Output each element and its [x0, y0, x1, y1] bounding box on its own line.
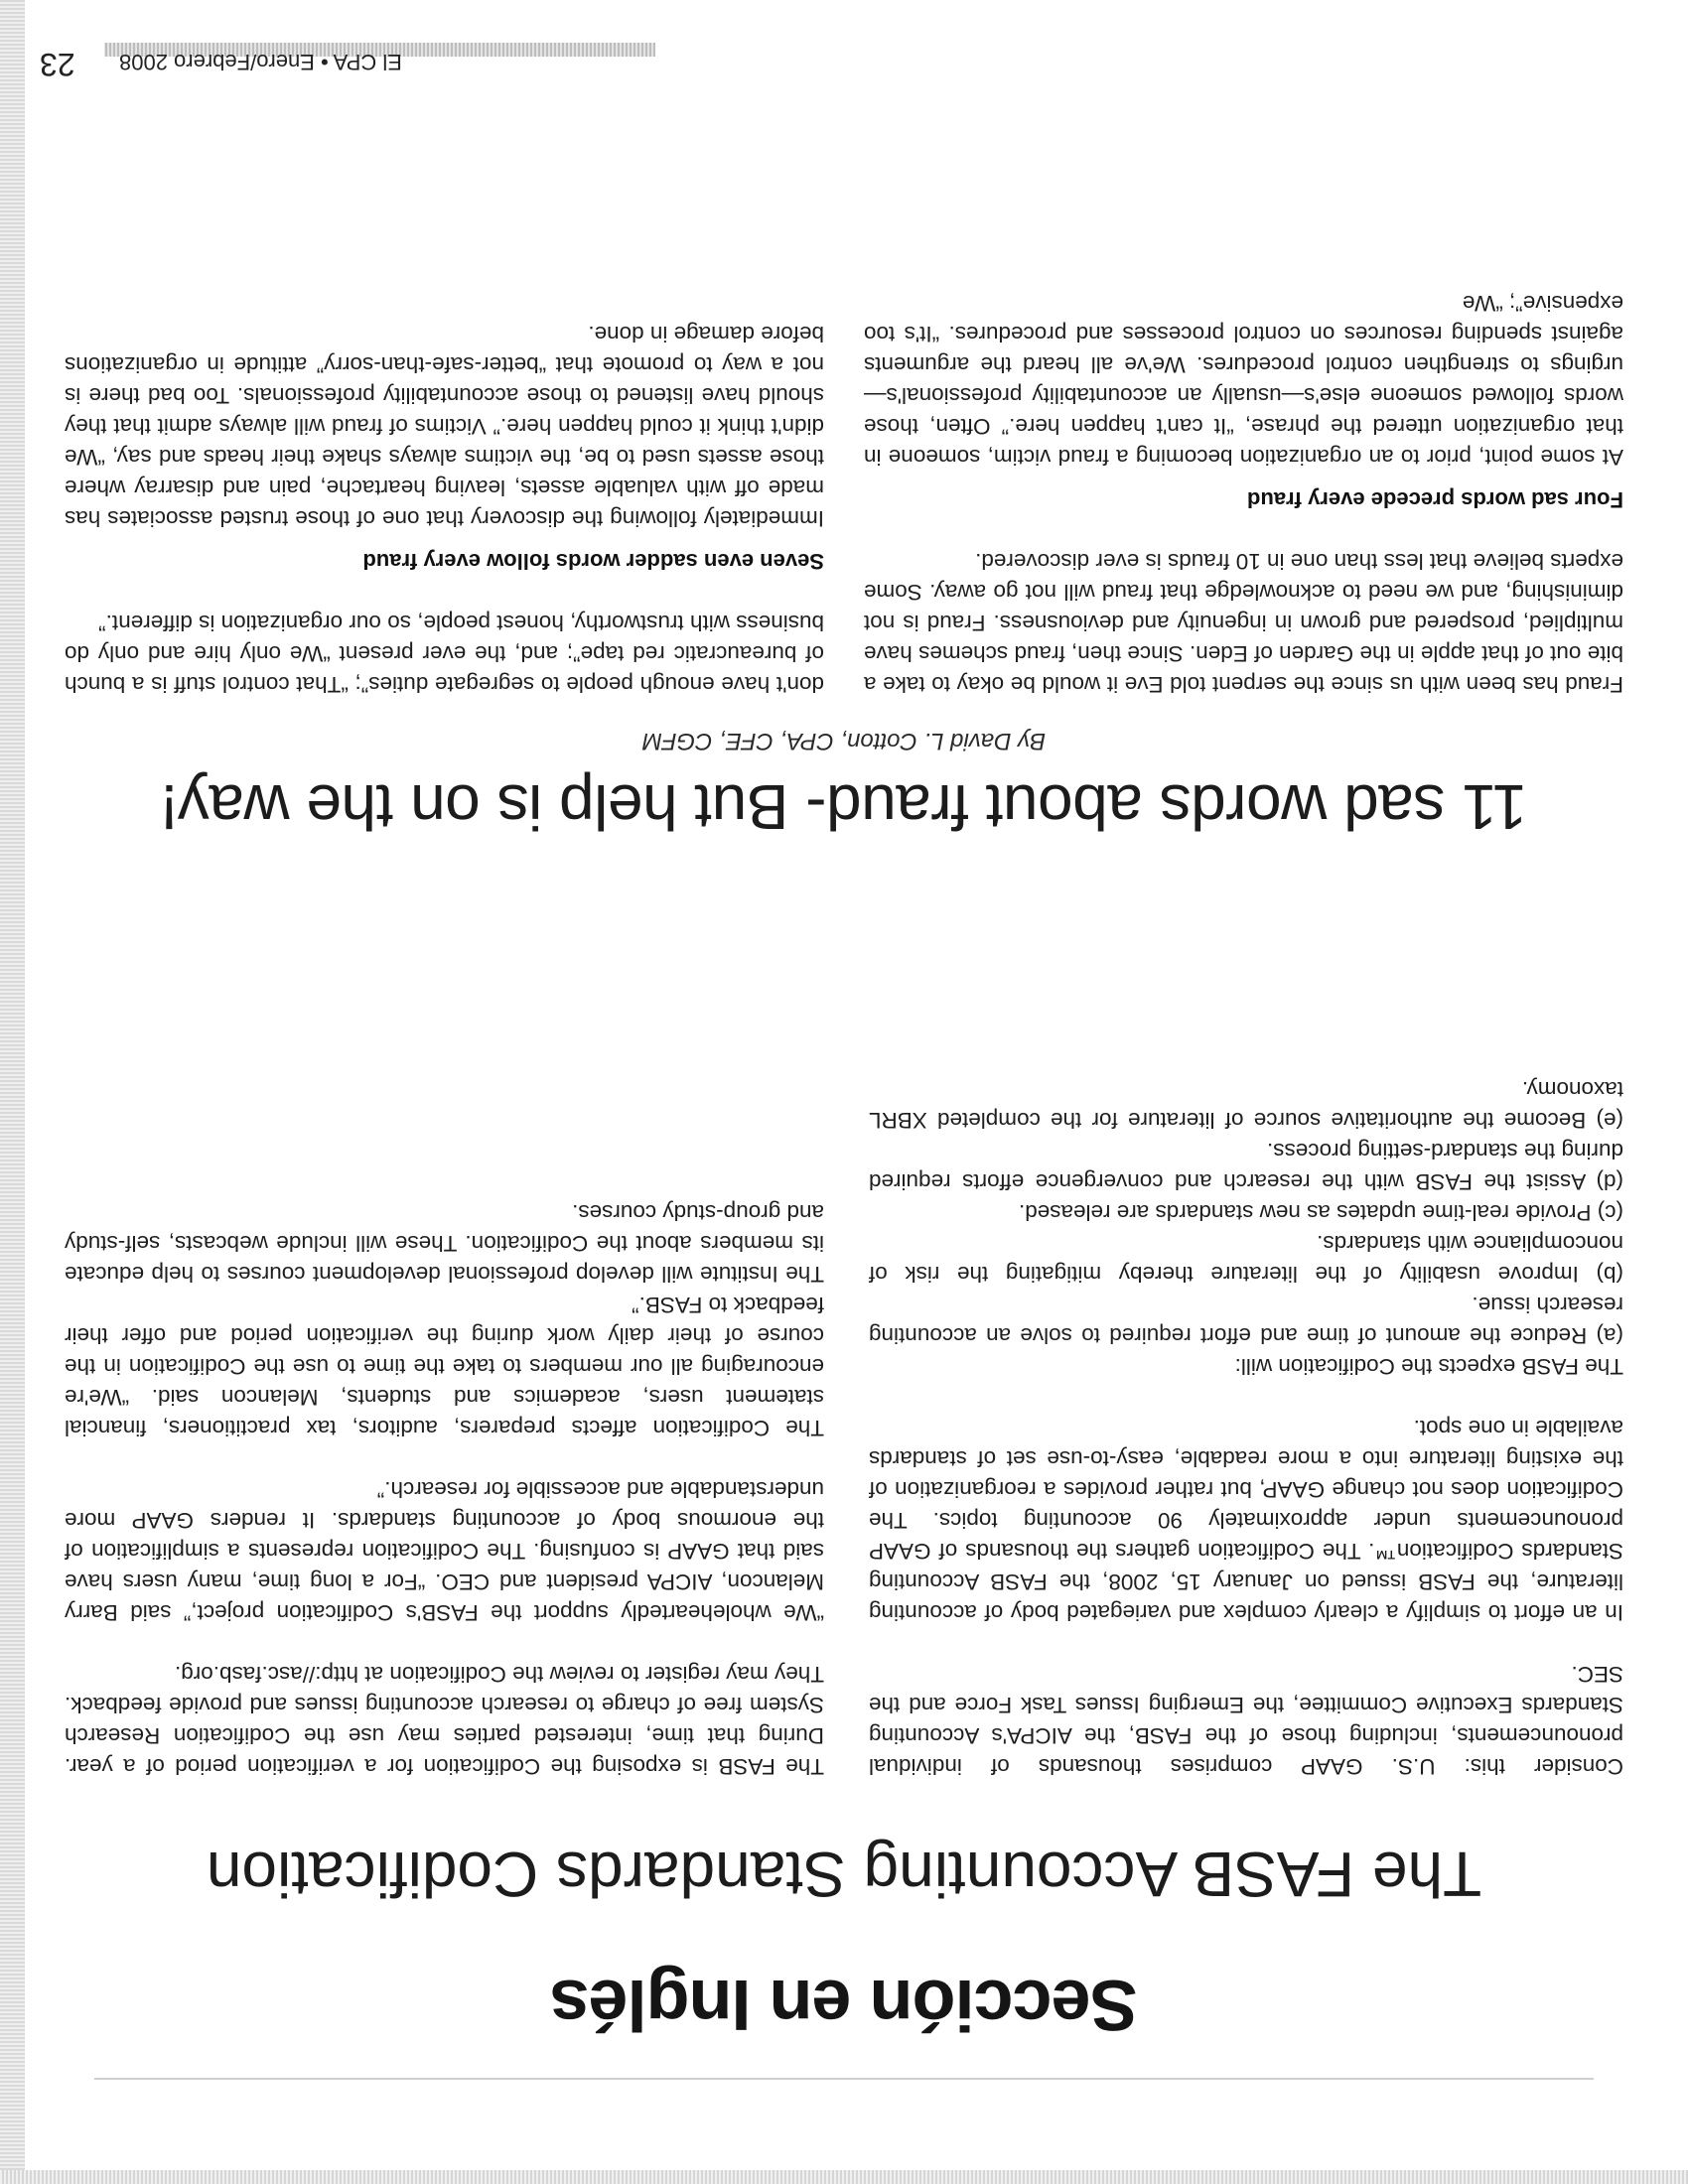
list-item: (e) Become the authoritative source of literature for the completed XBRL taxonomy. — [869, 1077, 1623, 1133]
article1-paragraph: The FASB is exposing the Codification for a verification period of a year. During that time, interested parties may use the Codification Research System free of charge to research accounting issues and provide feedback. They may register to review the Codification at http://asc.fasb.org. — [65, 1662, 824, 1779]
article1-paragraph: Consider this: U.S. GAAP comprises thousands of individual pronouncements, including those of the FASB, the AICPA's Accounting Standards Executive Committee, the Emerging Issues Task Force and the SEC. — [869, 1662, 1623, 1779]
list-item: (a) Reduce the amount of time and effort required to solve an accounting research issue. — [869, 1293, 1623, 1348]
article1-paragraph: “We wholeheartedly support the FASB's Codification project,” said Barry Melancon, AICPA president and CEO. “For a long time, many users have said that GAAP is confusing. The Codification represents a simplification of the enormous body of accounting standards. It renders GAAP more understandable and accessible for research.” — [65, 1477, 824, 1625]
article1-right-column — [65, 1166, 824, 1782]
list-item: (d) Assist the FASB with the research and convergence efforts required during the standard-setting process. — [869, 1139, 1623, 1194]
article2-left-column — [864, 257, 1623, 700]
article1-paragraph: The FASB expects the Codification will: — [1234, 1354, 1623, 1379]
article1-left-column — [869, 1074, 1623, 1782]
top-rule — [94, 2078, 1594, 2080]
article2-paragraph: don't have enough people to segregate duties”; “That control stuff is a bunch of bureaucratic red tape”; and, the ever present “We only hire and only do business with trustworthy, honest people, so our organization is different.” — [65, 611, 824, 697]
article1-paragraph: The Institute will develop professional development courses to help educate its members about the Codification. These will include webcasts, self-study and group-study courses. — [65, 1200, 824, 1287]
scan-edge-artifact — [0, 0, 25, 2184]
list-item: (b) Improve usability of the literature thereby mitigating the risk of noncompliance with standards. — [869, 1231, 1623, 1287]
article2-byline: By David L. Cotton, CPA, CFE, CGFM — [641, 728, 1047, 754]
section-title: Sección en Inglés — [550, 1965, 1138, 2044]
page-number: 23 — [40, 47, 75, 82]
article1-title: The FASB Accounting Standards Codification — [206, 1839, 1482, 1910]
article2-paragraph: Fraud has been with us since the serpent told Eve it would be okay to take a bite out of that apple in the Garden of Eden. Since then, fraud schemes have multiplied, prospered and grown in ingenuity and deviousness. Fraud is not diminishing, and we need to acknowledge that fraud will not go away. Some experts believe that less than one in 10 frauds is ever discovered. — [864, 549, 1623, 697]
footer-publication: El CPA • Enero/Febrero 2008 — [119, 50, 402, 74]
article2-subhead: Seven even sadder words follow every fraud — [362, 549, 824, 574]
list-item: (c) Provide real-time updates as new standards are released. — [1018, 1200, 1623, 1225]
article2-paragraph: Immediately following the discovery that one of those trusted associates has made off with valuable assets, leaving heartache, pain and disarray where those assets used to be, the victims always shake their heads and say, “We didn't think it could happen here.” Victims of fraud will always admit that they should have listened to those accountability professionals. Too bad there is not a way to promote that “better-safe-than-sorry” attitude in organizations before damage in done. — [65, 322, 824, 531]
article2-right-column — [65, 288, 824, 700]
article1-paragraph: The Codification affects preparers, auditors, tax practitioners, financial statement users, academics and students, Melancon said. “We're encouraging all our members to take the time to use the Codification in the course of their daily work during the verification period and offer their feedback to FASB.” — [65, 1293, 824, 1440]
scan-edge-artifact-top — [0, 2170, 1688, 2184]
article2-title: 11 sad words about fraud- But help is on the way! — [160, 771, 1528, 843]
article2-subhead: Four sad words precede every fraud — [1246, 487, 1623, 512]
article1-paragraph: In an effort to simplify a clearly complex and variegated body of accounting literature, the FASB issued on January 15, 2008, the FASB Accounting Standards Codification™. The Codification gathers the thousands of GAAP pronouncements under approximately 90 accounting topics. The Codification does not change GAAP, but rather provides a reorganization of the existing literature into a more readable, easy-to-use set of standards available in one spot. — [869, 1416, 1623, 1625]
article2-paragraph: At some point, prior to an organization becoming a fraud victim, someone in that organization uttered the phrase, “It can't happen here.” Often, those words followed someone else's—usually an accountability professional's—urgings to strengthen control procedures. We've all heard the arguments against spending resources on control processes and procedures. “It's too expensive”; “We — [864, 291, 1623, 470]
